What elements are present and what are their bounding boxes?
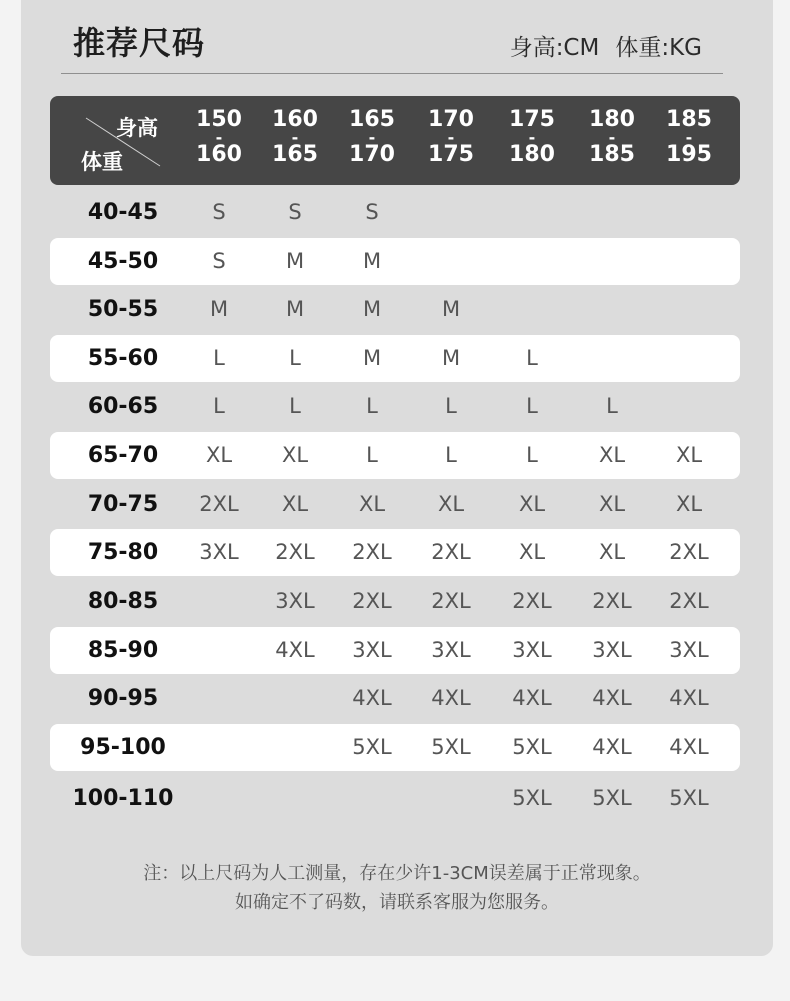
size-cell: M [285,249,305,273]
size-cell: L [606,394,618,418]
height-range-start: 170 [428,107,474,132]
height-range-end: 160 [196,142,242,167]
weight-range-cell: 50-55 [87,297,159,322]
height-range-start: 180 [589,107,635,132]
size-cell: 4XL [669,735,709,759]
header-corner-cell [50,96,196,185]
size-cell: 3XL [199,540,239,564]
size-cell: M [441,346,461,370]
size-cell: 5XL [592,786,632,810]
weight-range-cell: 70-75 [87,492,159,517]
size-cell [416,238,486,285]
height-range-dash: - [291,128,299,147]
size-cell [654,335,724,382]
height-axis-label: 身高 [116,116,158,140]
weight-range-cell: 65-70 [87,443,159,468]
weight-range-cell: 95-100 [80,735,166,760]
size-cell [577,286,647,333]
weight-range-cell: 90-95 [87,686,159,711]
size-cell [184,775,254,822]
height-range-end: 195 [666,142,712,167]
size-cell: L [366,394,378,418]
size-cell: 5XL [669,786,709,810]
note-line-1: 注：以上尺码为人工测量，存在少许1-3CM误差属于正常现象。 [143,863,651,884]
height-range-end: 175 [428,142,474,167]
height-range-dash: - [215,128,223,147]
table-row [50,775,740,822]
height-range-dash: - [685,128,693,147]
height-range-start: 160 [272,107,318,132]
weight-range-cell: 80-85 [87,589,159,614]
size-cell: 4XL [512,686,552,710]
size-cell: S [212,200,226,224]
size-cell: 5XL [512,735,552,759]
size-cell: L [526,443,538,467]
table-row [50,724,740,771]
height-range-start: 175 [509,107,555,132]
size-cell: L [526,394,538,418]
size-cell: XL [281,492,309,516]
weight-range-cell: 55-60 [87,346,159,371]
size-cell: 5XL [512,786,552,810]
height-range-end: 165 [272,142,318,167]
weight-unit-label: 体重:KG [615,35,702,61]
size-cell: L [445,394,457,418]
size-cell [416,189,486,236]
size-cell: 3XL [669,638,709,662]
size-cell [497,286,567,333]
weight-range-cell: 40-45 [87,200,159,225]
size-cell [577,189,647,236]
table-row [50,481,740,528]
table-row [50,578,740,625]
size-cell [654,286,724,333]
size-cell [416,775,486,822]
size-cell: XL [358,492,386,516]
size-cell: M [441,297,461,321]
size-cell [184,724,254,771]
size-cell: XL [598,540,626,564]
note-line-2: 如确定不了码数，请联系客服为您服务。 [235,892,559,913]
size-cell: L [366,443,378,467]
height-range-dash: - [528,128,536,147]
size-cell: 2XL [512,589,552,613]
size-cell: 4XL [592,735,632,759]
height-range-end: 180 [509,142,555,167]
table-header [50,96,740,185]
size-cell: 4XL [275,638,315,662]
table-row [50,238,740,285]
size-cell: XL [675,443,703,467]
size-cell [260,775,330,822]
size-cell: 2XL [199,492,239,516]
size-cell: 4XL [592,686,632,710]
height-column-header [260,108,330,167]
size-cell [577,335,647,382]
title-divider [61,73,723,74]
size-cell: XL [281,443,309,467]
size-cell: 3XL [431,638,471,662]
size-cell: S [212,249,226,273]
size-cell: XL [598,492,626,516]
height-column-header [337,108,407,167]
size-cell: 2XL [669,589,709,613]
height-range-end: 170 [349,142,395,167]
size-cell [184,627,254,674]
size-cell: 2XL [352,540,392,564]
table-row [50,627,740,674]
size-cell: L [445,443,457,467]
size-cell [654,189,724,236]
size-cell: 2XL [669,540,709,564]
size-cell: XL [518,492,546,516]
weight-range-cell: 45-50 [87,249,159,274]
page-title: 推荐尺码 [73,24,206,62]
size-cell: XL [675,492,703,516]
table-row [50,383,740,430]
height-column-header [577,108,647,167]
height-range-start: 165 [349,107,395,132]
size-cell: XL [437,492,465,516]
size-cell: L [526,346,538,370]
size-cell: 4XL [431,686,471,710]
table-row [50,675,740,722]
size-cell: L [289,346,301,370]
size-cell: S [365,200,379,224]
table-row [50,529,740,576]
height-range-dash: - [608,128,616,147]
size-cell: 3XL [592,638,632,662]
size-cell: 3XL [275,589,315,613]
size-cell: M [362,249,382,273]
size-cell: 2XL [431,540,471,564]
size-cell: XL [205,443,233,467]
height-range-end: 185 [589,142,635,167]
size-cell [654,383,724,430]
size-cell: 2XL [431,589,471,613]
table-row [50,189,740,236]
table-row [50,432,740,479]
size-cell: 5XL [352,735,392,759]
size-cell: 4XL [352,686,392,710]
size-cell: M [209,297,229,321]
size-cell [577,238,647,285]
height-column-header [416,108,486,167]
size-cell: S [288,200,302,224]
size-cell: XL [518,540,546,564]
size-cell: M [362,346,382,370]
size-cell [497,238,567,285]
height-column-header [654,108,724,167]
size-cell: L [289,394,301,418]
height-range-start: 150 [196,107,242,132]
height-column-header [184,108,254,167]
height-column-header [497,108,567,167]
weight-range-cell: 85-90 [87,638,159,663]
table-row [50,286,740,333]
size-cell: 3XL [352,638,392,662]
height-range-dash: - [368,128,376,147]
size-cell: 2XL [352,589,392,613]
weight-range-cell: 100-110 [72,786,174,811]
size-cell: L [213,346,225,370]
height-range-dash: - [447,128,455,147]
units-legend [510,29,702,62]
size-cell: 5XL [431,735,471,759]
height-unit-label: 身高:CM [509,35,600,61]
size-cell: 3XL [512,638,552,662]
size-cell [260,675,330,722]
size-cell: 2XL [275,540,315,564]
size-cell: M [362,297,382,321]
height-range-start: 185 [666,107,712,132]
size-cell: L [213,394,225,418]
size-cell [184,675,254,722]
size-cell [654,238,724,285]
size-cell [497,189,567,236]
weight-axis-label: 体重 [81,150,123,174]
weight-range-cell: 75-80 [87,540,159,565]
size-cell [260,724,330,771]
size-cell [184,578,254,625]
size-cell: 4XL [669,686,709,710]
table-row [50,335,740,382]
size-cell: XL [598,443,626,467]
weight-range-cell: 60-65 [87,394,159,419]
size-cell [337,775,407,822]
size-cell: M [285,297,305,321]
size-cell: 2XL [592,589,632,613]
